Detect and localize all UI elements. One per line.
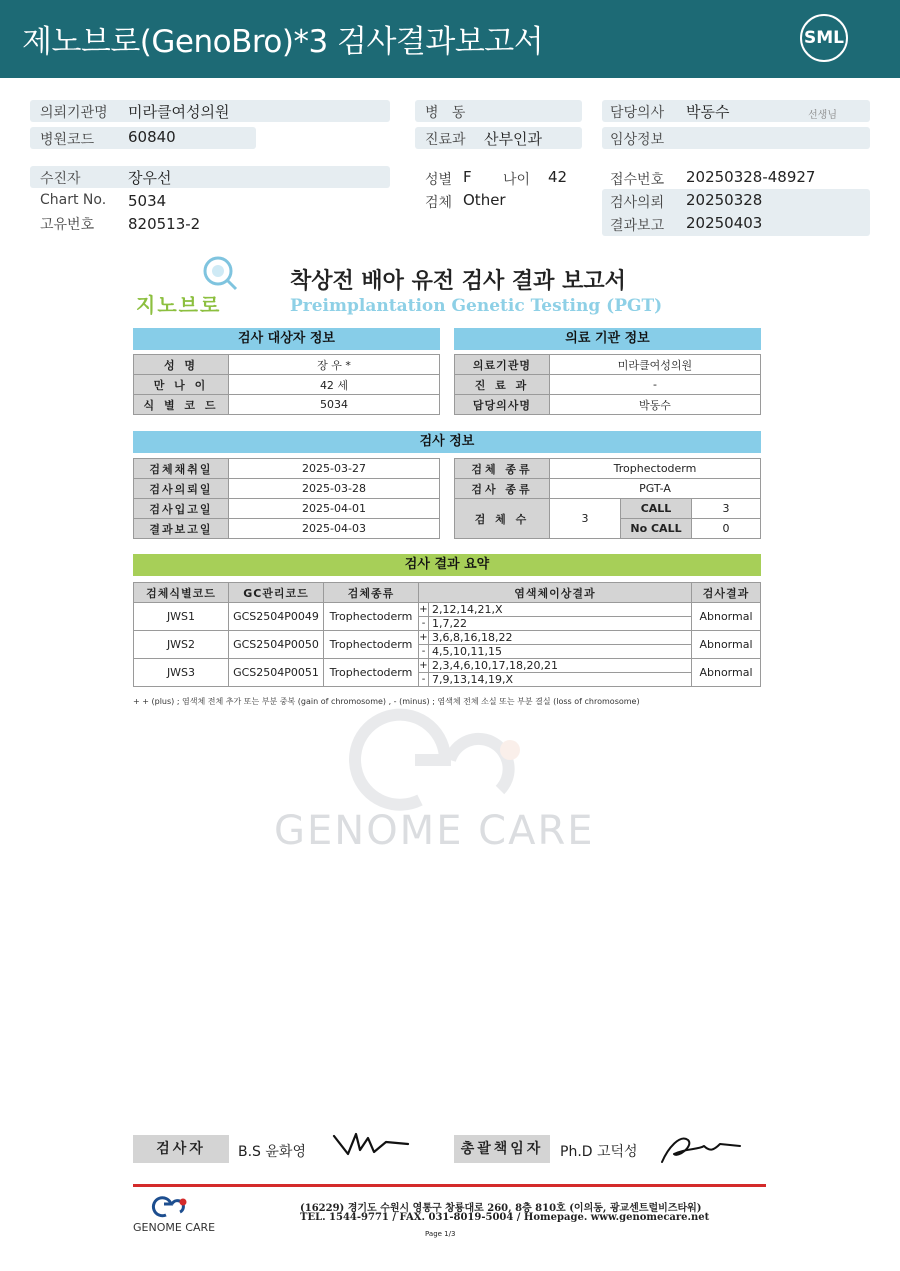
specimen-count-value: 3	[550, 499, 621, 539]
row2-type: Trophectoderm	[324, 631, 419, 659]
table-row	[134, 395, 440, 415]
report-value: 20250403	[686, 214, 763, 232]
sex-value: F	[463, 168, 472, 186]
col-gc-code: GC관리코드	[229, 583, 324, 603]
tester-signature-icon	[330, 1128, 410, 1164]
plus-sign: +	[419, 660, 428, 671]
doctor-value: 박동수	[686, 103, 730, 121]
subject-table	[133, 354, 440, 415]
genome-care-logo-icon	[150, 1195, 194, 1221]
inst-name-label: 의료기관명	[455, 355, 550, 375]
row3-result: Abnormal	[692, 659, 761, 687]
row1-gain: 2,12,14,21,X	[429, 603, 692, 617]
table-row	[134, 519, 440, 539]
test-type-value: PGT-A	[550, 479, 761, 499]
director-signature-icon	[658, 1128, 742, 1166]
test-type-label: 검사 종류	[455, 479, 550, 499]
page-title: 제노브로(GenoBro)*3 검사결과보고서	[22, 24, 544, 60]
receipt-value: 20250328-48927	[686, 168, 816, 186]
nocall-label: No CALL	[621, 519, 692, 539]
institution-table	[454, 354, 761, 415]
row3-loss: 7,9,13,14,19,X	[429, 673, 692, 687]
test-spec-table	[454, 458, 761, 539]
hospital-code-label: 병원코드	[40, 132, 95, 148]
minus-sign: -	[419, 617, 429, 631]
plus-sign: +	[419, 604, 428, 615]
table-header-row	[134, 583, 761, 603]
footer-rule	[133, 1184, 766, 1187]
subject-id-value: 5034	[229, 395, 440, 415]
test-dates-table	[133, 458, 440, 539]
specimen-value: Other	[463, 191, 506, 209]
row2-gain: 3,6,8,16,18,22	[429, 631, 692, 645]
report-title: 착상전 배아 유전 검사 결과 보고서	[290, 269, 626, 294]
row1-gc: GCS2504P0049	[229, 603, 324, 631]
hospital-code-value: 60840	[128, 128, 176, 146]
institution-header: 의료 기관 정보	[454, 328, 761, 350]
director-name: Ph.D 고덕성	[560, 1144, 638, 1160]
patient-label: 수진자	[40, 171, 81, 187]
inst-dept-label: 진 료 과	[455, 375, 550, 395]
row1-loss: 1,7,22	[429, 617, 692, 631]
row3-gc: GCS2504P0051	[229, 659, 324, 687]
table-row	[455, 375, 761, 395]
row2-gc: GCS2504P0050	[229, 631, 324, 659]
watermark-text: GENOME CARE	[274, 808, 595, 854]
table-row	[455, 355, 761, 375]
minus-sign: -	[419, 645, 429, 659]
report-date-label: 결과보고일	[134, 519, 229, 539]
patient-row	[30, 166, 390, 188]
row3-gain: 2,3,4,6,10,17,18,20,21	[429, 659, 692, 673]
table-row	[134, 479, 440, 499]
report-subtitle: Preimplantation Genetic Testing (PGT)	[290, 296, 663, 316]
age-label: 나이	[503, 172, 531, 188]
specimen-type-value: Trophectoderm	[550, 459, 761, 479]
footer-address: (16229) 경기도 수원시 영통구 창룡대로 260, 8층 810호 (이의동, 광교센트럴비즈타워)	[300, 1203, 702, 1214]
collect-date-value: 2025-03-27	[229, 459, 440, 479]
tester-label: 검사자	[133, 1135, 229, 1163]
genobro-logo-text: 지노브로	[136, 293, 222, 317]
col-specimen-id: 검체식별코드	[134, 583, 229, 603]
row1-id: JWS1	[134, 603, 229, 631]
receive-date-value: 2025-04-01	[229, 499, 440, 519]
institution-value: 미라클여성의원	[128, 103, 230, 121]
table-row	[134, 459, 440, 479]
receive-date-label: 검사입고일	[134, 499, 229, 519]
subject-header: 검사 대상자 정보	[133, 328, 440, 350]
call-label: CALL	[621, 499, 692, 519]
footer-company: GENOME CARE	[133, 1221, 216, 1234]
department-label: 진료과	[425, 132, 466, 148]
nocall-value: 0	[692, 519, 761, 539]
subject-age-label: 만 나 이	[134, 375, 229, 395]
report-label: 결과보고	[610, 218, 665, 234]
page-number: Page 1/3	[425, 1230, 456, 1238]
doctor-label: 담당의사	[610, 105, 665, 121]
col-abnormality: 염색체이상결과	[419, 583, 692, 603]
patient-value: 장우선	[128, 169, 172, 187]
inst-name-value: 미라클여성의원	[550, 355, 761, 375]
unique-label: 고유번호	[40, 217, 95, 233]
table-row	[455, 479, 761, 499]
table-row	[134, 631, 761, 645]
chart-label: Chart No.	[40, 192, 107, 208]
specimen-label: 검체	[425, 195, 453, 211]
clinical-label: 임상정보	[610, 132, 665, 148]
col-specimen-type: 검체종류	[324, 583, 419, 603]
inst-doctor-label: 담당의사명	[455, 395, 550, 415]
receipt-label: 접수번호	[610, 172, 665, 188]
table-row	[455, 459, 761, 479]
table-row	[134, 603, 761, 617]
test-info-header: 검사 정보	[133, 431, 761, 453]
subject-name-value: 장 우 *	[229, 355, 440, 375]
row1-type: Trophectoderm	[324, 603, 419, 631]
chart-value: 5034	[128, 192, 167, 210]
table-row	[134, 659, 761, 673]
request-value: 20250328	[686, 191, 763, 209]
summary-table	[133, 582, 761, 687]
subject-age-value: 42 세	[229, 375, 440, 395]
specimen-count-label: 검 체 수	[455, 499, 550, 539]
report-date-value: 2025-04-03	[229, 519, 440, 539]
request-date-label: 검사의뢰일	[134, 479, 229, 499]
plus-sign: +	[419, 632, 428, 643]
unique-value: 820513-2	[128, 215, 201, 233]
genobro-logo-icon	[190, 255, 240, 293]
minus-sign: -	[419, 673, 429, 687]
inst-dept-value: -	[550, 375, 761, 395]
doctor-suffix: 선생님	[808, 110, 837, 121]
institution-label: 의뢰기관명	[40, 105, 108, 121]
row2-id: JWS2	[134, 631, 229, 659]
subject-name-label: 성 명	[134, 355, 229, 375]
ward-label: 병 동	[425, 105, 466, 121]
table-row	[455, 499, 761, 519]
sex-label: 성별	[425, 172, 453, 188]
inst-doctor-value: 박동수	[550, 395, 761, 415]
request-date-value: 2025-03-28	[229, 479, 440, 499]
summary-header: 검사 결과 요약	[133, 554, 761, 576]
row1-result: Abnormal	[692, 603, 761, 631]
row2-result: Abnormal	[692, 631, 761, 659]
age-value: 42	[548, 168, 568, 186]
request-label: 검사의뢰	[610, 195, 665, 211]
call-value: 3	[692, 499, 761, 519]
collect-date-label: 검체채취일	[134, 459, 229, 479]
table-row	[455, 395, 761, 415]
sml-logo: SML	[800, 14, 848, 62]
department-value: 산부인과	[484, 130, 542, 148]
director-label: 총괄책임자	[454, 1135, 550, 1163]
row2-loss: 4,5,10,11,15	[429, 645, 692, 659]
legend-note: + + (plus) ; 염색체 전체 추가 또는 부분 중복 (gain of chromosome) , - (minus) ; 염색체 전체 소실 또는 부분 결실 (loss of chromosome)	[133, 697, 640, 706]
subject-id-label: 식 별 코 드	[134, 395, 229, 415]
table-row	[134, 355, 440, 375]
table-row	[134, 499, 440, 519]
col-result: 검사결과	[692, 583, 761, 603]
footer-contact: TEL. 1544-9771 / FAX. 031-8019-5004 / Homepage. www.genomecare.net	[300, 1212, 710, 1223]
row3-type: Trophectoderm	[324, 659, 419, 687]
tester-name: B.S 윤화영	[238, 1144, 306, 1160]
specimen-type-label: 검체 종류	[455, 459, 550, 479]
table-row	[134, 375, 440, 395]
row3-id: JWS3	[134, 659, 229, 687]
